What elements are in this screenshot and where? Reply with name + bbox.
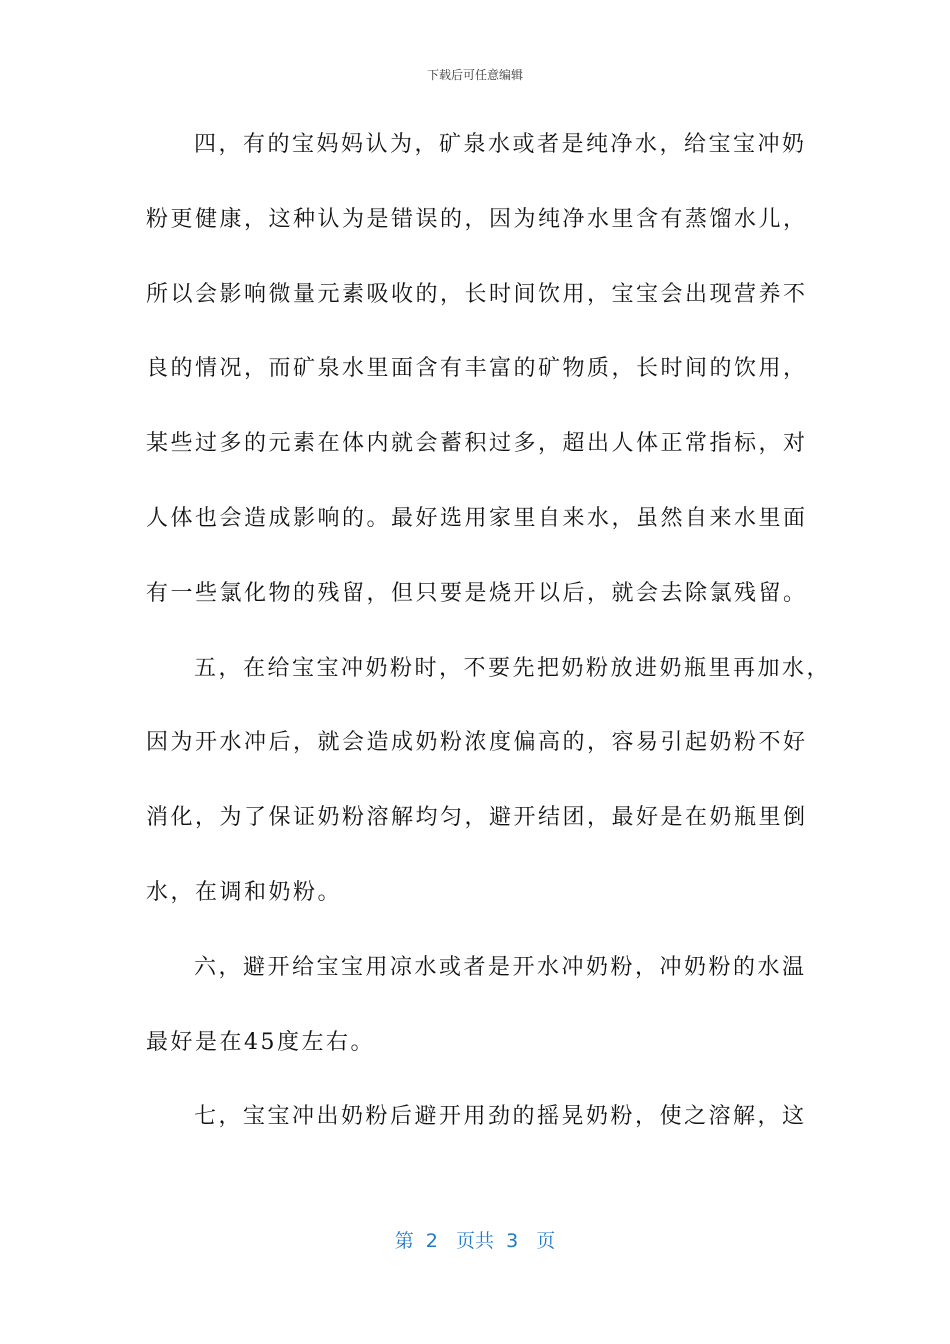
text-line: 七，宝宝冲出奶粉后避开用劲的摇晃奶粉，使之溶解，这	[194, 1104, 807, 1130]
page-header: 下载后可任意编辑	[426, 68, 523, 82]
text-line: 水，在调和奶粉。	[146, 879, 343, 905]
text-line: 消化，为了保证奶粉溶解均匀，避开结团，最好是在奶瓶里倒	[146, 805, 808, 831]
text-line: 六，避开给宝宝用凉水或者是开水冲奶粉，冲奶粉的水温	[194, 954, 807, 980]
text-line: 因为开水冲后，就会造成奶粉浓度偏高的，容易引起奶粉不好	[146, 730, 808, 756]
text-line: 最好是在45度左右。	[146, 1029, 375, 1055]
page-number: 第 2 页共 3 页	[394, 1230, 556, 1252]
text-line: 粉更健康，这种认为是错误的，因为纯净水里含有蒸馏水儿，	[146, 206, 808, 232]
text-line: 所以会影响微量元素吸收的，长时间饮用，宝宝会出现营养不	[146, 281, 808, 307]
text-line: 有一些氯化物的残留，但只要是烧开以后，就会去除氯残留。	[146, 580, 808, 606]
document-body	[146, 128, 832, 1175]
text-line: 四，有的宝妈妈认为，矿泉水或者是纯净水，给宝宝冲奶	[194, 132, 807, 157]
text-line: 人体也会造成影响的。最好选用家里自来水，虽然自来水里面	[146, 505, 808, 531]
text-line: 五，在给宝宝冲奶粉时，不要先把奶粉放进奶瓶里再加水，	[194, 655, 832, 681]
text-line: 某些过多的元素在体内就会蓄积过多，超出人体正常指标，对	[146, 431, 808, 457]
text-line: 良的情况，而矿泉水里面含有丰富的矿物质，长时间的饮用，	[146, 356, 808, 382]
